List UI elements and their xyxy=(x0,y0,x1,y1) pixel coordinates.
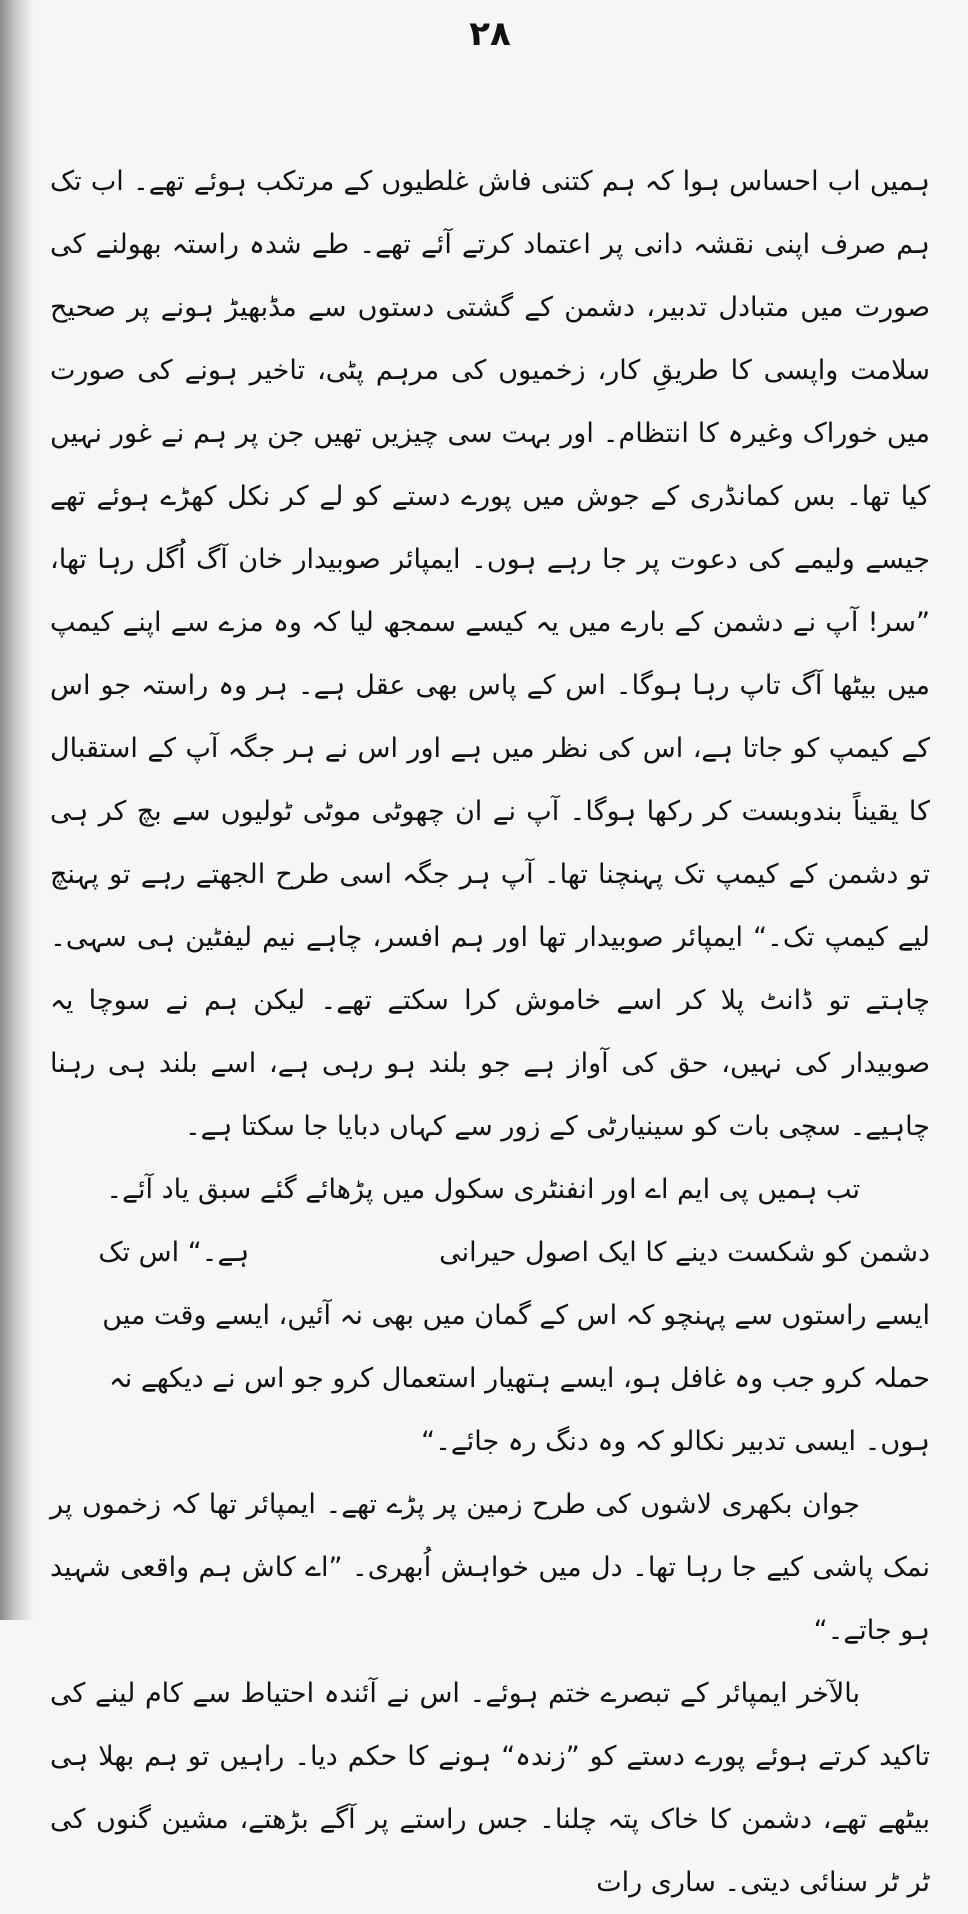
book-page xyxy=(40,0,940,1898)
paragraph-2-after-gap: ہے۔“ اس تک ایسے راستوں سے پہنچو کہ اس کے گمان میں بھی نہ آئیں، ایسے وقت میں حملہ کرو جب وہ غافل ہو، ایسے ہتھیار استعمال کرو جو اس نے دیکھے نہ ہوں۔ ایسی تدبیر نکالو کہ وہ دنگ رہ جائے۔“ xyxy=(98,1237,930,1457)
page-number: ۲۸ xyxy=(469,14,511,54)
paragraph-2-before-gap: تب ہمیں پی ایم اے اور انفنٹری سکول میں پڑھائے گئے سبق یاد آئے۔ دشمن کو شکست دینے کا ایک اصول حیرانی xyxy=(106,1174,930,1268)
paragraph-3: جوان بکھری لاشوں کی طرح زمین پر پڑے تھے۔ ایمپائر تھا کہ زخموں پر نمک پاشی کیے جا رہا تھا۔ دل میں خواہش اُبھری۔ ”اے کاش ہم واقعی شہید ہو جاتے۔“ xyxy=(50,1489,930,1646)
binding-shadow xyxy=(0,0,34,1620)
paragraph-1: ہمیں اب احساس ہوا کہ ہم کتنی فاش غلطیوں کے مرتکب ہوئے تھے۔ اب تک ہم صرف اپنی نقشہ دانی پر اعتماد کرتے آئے تھے۔ طے شدہ راستہ بھولنے کی صورت میں متبادل تدبیر، دشمن کے گشتی دستوں سے مڈبھیڑ ہونے پر صحیح سلامت واپسی کا طریقِ کار، زخمیوں کی مرہم پٹی، تاخیر ہونے کی صورت میں خوراک وغیرہ کا انتظام۔ اور بہت سی چیزیں تھیں جن پر ہم نے غور نہیں کیا تھا۔ بس کمانڈری کے جوش میں پورے دستے کو لے کر نکل کھڑے ہوئے تھے جیسے ولیمے کی دعوت پر جا رہے ہوں۔ ایمپائر صوبیدار خان آگ اُگل رہا تھا، ”سر! آپ نے دشمن کے بارے میں یہ کیسے سمجھ لیا کہ وہ مزے سے اپنے کیمپ میں بیٹھا آگ تاپ رہا ہوگا۔ اس کے پاس بھی عقل ہے۔ ہر وہ راستہ جو اس کے کیمپ کو جاتا ہے، اس کی نظر میں ہے اور اس نے ہر جگہ آپ کے استقبال کا یقیناً بندوبست کر رکھا ہوگا۔ آپ نے ان چھوٹی موٹی ٹولیوں سے بچ کر ہی تو دشمن کے کیمپ تک پہنچنا تھا۔ آپ ہر جگہ اسی طرح الجھتے رہے تو پہنچ لیے کیمپ تک۔“ ایمپائر صوبیدار تھا اور ہم افسر، چاہے نیم لیفٹین ہی سہی۔ چاہتے تو ڈانٹ پلا کر اسے خاموش کرا سکتے تھے۔ لیکن ہم نے سوچا یہ صوبیدار کی نہیں، حق کی آواز ہے جو بلند ہو رہی ہے، اسے بلند ہی رہنا چاہیے۔ سچی بات کو سینیارٹی کے زور سے کہاں دبایا جا سکتا ہے۔ xyxy=(50,166,930,1142)
body-text xyxy=(50,150,930,1914)
paragraph-2 xyxy=(50,1158,930,1473)
paragraph-4: بالآخر ایمپائر کے تبصرے ختم ہوئے۔ اس نے آئندہ احتیاط سے کام لینے کی تاکید کرتے ہوئے پورے دستے کو ”زندہ“ ہونے کا حکم دیا۔ راہیں تو ہم بھلا ہی بیٹھے تھے، دشمن کا خاک پتہ چلنا۔ جس راستے پر آگے بڑھتے، مشین گنوں کی ٹر ٹر سنائی دیتی۔ ساری رات xyxy=(50,1678,930,1898)
